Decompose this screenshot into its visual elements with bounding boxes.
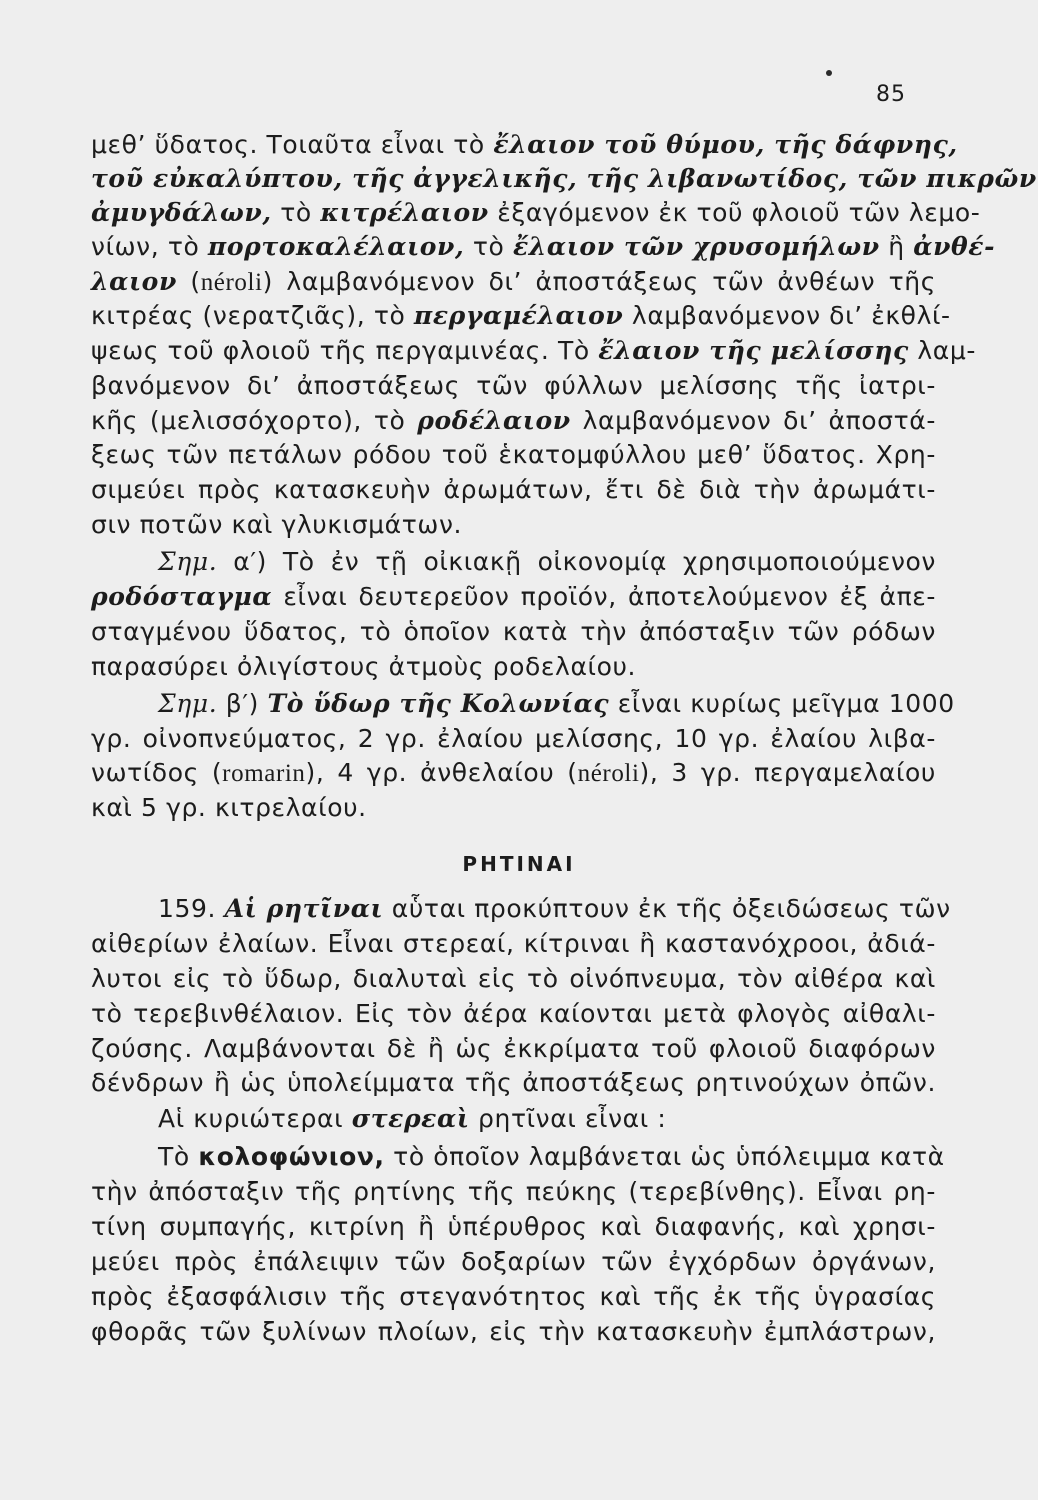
text-line [91, 1280, 936, 1314]
emphasized-term: ροδέλαιον [417, 406, 571, 435]
text-line [91, 1032, 936, 1066]
text-line [91, 334, 976, 368]
text-segment: romarin [222, 760, 306, 787]
emphasized-term: ἔλαιον τοῦ θύμου, τῆς δάφνης, [493, 130, 958, 159]
page-number: 85 [876, 82, 906, 107]
text-line [158, 545, 936, 579]
text-segment: λαμβανόμενον δι’ ἀποστά- [570, 406, 936, 435]
text-line [158, 1102, 936, 1136]
emphasized-term: περγαμέλαιον [413, 301, 624, 330]
text-line [91, 473, 936, 507]
text-segment: ), 3 γρ. περγαμελαίου [639, 758, 936, 787]
text-line [91, 997, 936, 1031]
emphasized-term: ἀμυγδάλων, [91, 198, 272, 227]
text-segment: ) λαμβανόμενον δι’ ἀποστάξεως τῶν ἀνθέων τῆς [262, 267, 936, 296]
text-line [91, 196, 981, 230]
text-line [91, 265, 936, 300]
text-line [91, 615, 936, 649]
text-line [91, 508, 936, 542]
note-label: Σημ. [158, 689, 218, 718]
text-segment: παρασύρει ὀλιγίστους ἀτμοὺς ροδελαίου. [91, 652, 637, 681]
text-line [158, 892, 951, 926]
text-segment: μεύει πρὸς ἐπάλειψιν τῶν δοξαρίων τῶν ἐγχόρδων ὀργάνων, [91, 1247, 936, 1276]
text-line [91, 230, 996, 264]
text-segment: πρὸς ἐξασφάλισιν τῆς στεγανότητος καὶ τῆς ἐκ τῆς ὑγρασίας [91, 1282, 936, 1311]
text-segment: μεθ’ ὕδατος. Τοιαῦτα εἶναι τὸ [91, 130, 494, 159]
emphasized-term: ροδόσταγμα [91, 582, 273, 611]
text-line [91, 791, 936, 825]
emphasized-term: κολοφώνιον, [198, 1142, 385, 1171]
text-line [91, 1066, 936, 1100]
text-segment: ), 4 γρ. ἀνθελαίου ( [305, 758, 578, 787]
text-line [91, 1210, 936, 1244]
text-segment: ψεως τοῦ φλοιοῦ τῆς περγαμινέας. Τὸ [91, 336, 599, 365]
section-heading: ΡΗΤΙΝΑΙ [462, 852, 576, 876]
text-line [91, 1245, 936, 1279]
text-segment: εἶναι κυρίως μεῖγμα 1000 [609, 689, 955, 718]
text-segment: τὸ [464, 232, 513, 261]
text-segment: σιμεύει πρὸς κατασκευὴν ἀρωμάτων, ἔτι δὲ διὰ τὴν ἀρωμάτι- [91, 475, 936, 504]
emphasized-term: ἔλαιον τῶν χρυσομήλων [512, 232, 880, 261]
text-segment: βανόμενον δι’ ἀποστάξεως τῶν φύλλων μελίσσης τῆς ἰατρι- [91, 371, 936, 400]
text-line [91, 1315, 936, 1349]
text-line [91, 1175, 936, 1209]
text-segment: α′) Τὸ ἐν τῇ οἰκιακῇ οἰκονομίᾳ χρησιμοποιούμενον [217, 547, 936, 576]
emphasized-term: κιτρέλαιον [320, 198, 489, 227]
text-line [91, 369, 936, 403]
text-segment: 159. [158, 894, 225, 923]
text-segment: καὶ 5 γρ. κιτρελαίου. [91, 793, 367, 822]
text-segment: néroli [200, 269, 263, 296]
text-segment: κιτρέας (νερατζιᾶς), τὸ [91, 301, 414, 330]
text-segment: φθορᾶς τῶν ξυλίνων πλοίων, εἰς τὴν κατασκευὴν ἐμπλάστρων, [91, 1317, 936, 1346]
text-segment: νωτίδος ( [91, 758, 223, 787]
text-segment: ἐξαγόμενον ἐκ τοῦ φλοιοῦ τῶν λεμο- [488, 198, 981, 227]
emphasized-term: Τὸ ὕδωρ τῆς Κολωνίας [267, 689, 610, 718]
text-line [158, 1140, 945, 1174]
text-segment: τὴν ἀπόσταξιν τῆς ρητίνης τῆς πεύκης (τερεβίνθης). Εἶναι ρη- [91, 1177, 936, 1206]
text-line [91, 927, 936, 961]
text-segment: τὸ ὁποῖον λαμβάνεται ὡς ὑπόλειμμα κατὰ [384, 1142, 945, 1171]
text-line [91, 162, 1037, 196]
text-segment: ἢ [879, 232, 914, 261]
text-segment: σταγμένου ὕδατος, τὸ ὁποῖον κατὰ τὴν ἀπόσταξιν τῶν ρόδων [91, 617, 936, 646]
text-segment: εἶναι δευτερεῦον προϊόν, ἀποτελούμενον ἐξ ἀπε- [272, 582, 936, 611]
text-line [91, 756, 936, 791]
text-segment: néroli [577, 760, 640, 787]
text-segment: νίων, τὸ [91, 232, 208, 261]
emphasized-term: ἔλαιον τῆς μελίσσης [598, 336, 909, 365]
text-segment: Αἱ κυριώτεραι [158, 1104, 352, 1133]
emphasized-term: Αἱ ρητῖναι [224, 894, 384, 923]
text-segment: ζούσης. Λαμβάνονται δὲ ἢ ὡς ἐκκρίματα τοῦ φλοιοῦ διαφόρων [91, 1034, 936, 1063]
text-segment: γρ. οἰνοπνεύματος, 2 γρ. ἐλαίου μελίσσης, 10 γρ. ἐλαίου λιβα- [91, 724, 936, 753]
text-segment: λαμ- [908, 336, 976, 365]
text-segment: Τὸ [158, 1142, 199, 1171]
text-segment: δένδρων ἢ ὡς ὑπολείμματα τῆς ἀποστάξεως ρητινούχων ὀπῶν. [91, 1068, 936, 1097]
text-line [91, 650, 936, 684]
text-segment: αὗται προκύπτουν ἐκ τῆς ὀξειδώσεως τῶν [383, 894, 951, 923]
text-segment: λαμβανόμενον δι’ ἐκθλί- [623, 301, 951, 330]
note-label: Σημ. [158, 547, 218, 576]
text-segment: αἰθερίων ἐλαίων. Εἶναι στερεαί, κίτριναι ἢ καστανόχροοι, ἀδιά- [91, 929, 936, 958]
emphasized-term: πορτοκαλέλαιον, [207, 232, 465, 261]
emphasized-term: τοῦ εὐκαλύπτου, τῆς ἀγγελικῆς, τῆς λιβανωτίδος, τῶν πικρῶν [91, 164, 1037, 193]
text-line [91, 722, 936, 756]
text-line [91, 128, 958, 162]
text-segment: ( [176, 267, 201, 296]
text-line [91, 438, 936, 472]
text-segment: τὸ [271, 198, 321, 227]
text-segment: σιν ποτῶν καὶ γλυκισμάτων. [91, 510, 463, 539]
text-segment: τίνη συμπαγής, κιτρίνη ἢ ὑπέρυθρος καὶ διαφανής, καὶ χρησι- [91, 1212, 936, 1241]
text-line [91, 580, 936, 614]
text-segment: β′) [217, 689, 268, 718]
text-segment: κῆς (μελισσόχορτο), τὸ [91, 406, 418, 435]
text-line [158, 687, 955, 721]
text-segment: ρητῖναι εἶναι : [469, 1104, 667, 1133]
emphasized-term: ἀνθέ- [913, 232, 996, 261]
text-line [91, 299, 951, 333]
text-line [91, 962, 936, 996]
text-segment: τὸ τερεβινθέλαιον. Εἰς τὸν ἀέρα καίονται μετὰ φλογὸς αἰθαλι- [91, 999, 936, 1028]
text-segment: ξεως τῶν πετάλων ρόδου τοῦ ἑκατομφύλλου μεθ’ ὕδατος. Χρη- [91, 440, 936, 469]
emphasized-term: λαιον [91, 267, 177, 296]
emphasized-term: στερεαὶ [351, 1104, 470, 1133]
text-segment: λυτοι εἰς τὸ ὕδωρ, διαλυταὶ εἰς τὸ οἰνόπνευμα, τὸν αἰθέρα καὶ [91, 964, 936, 993]
text-line [91, 404, 936, 438]
